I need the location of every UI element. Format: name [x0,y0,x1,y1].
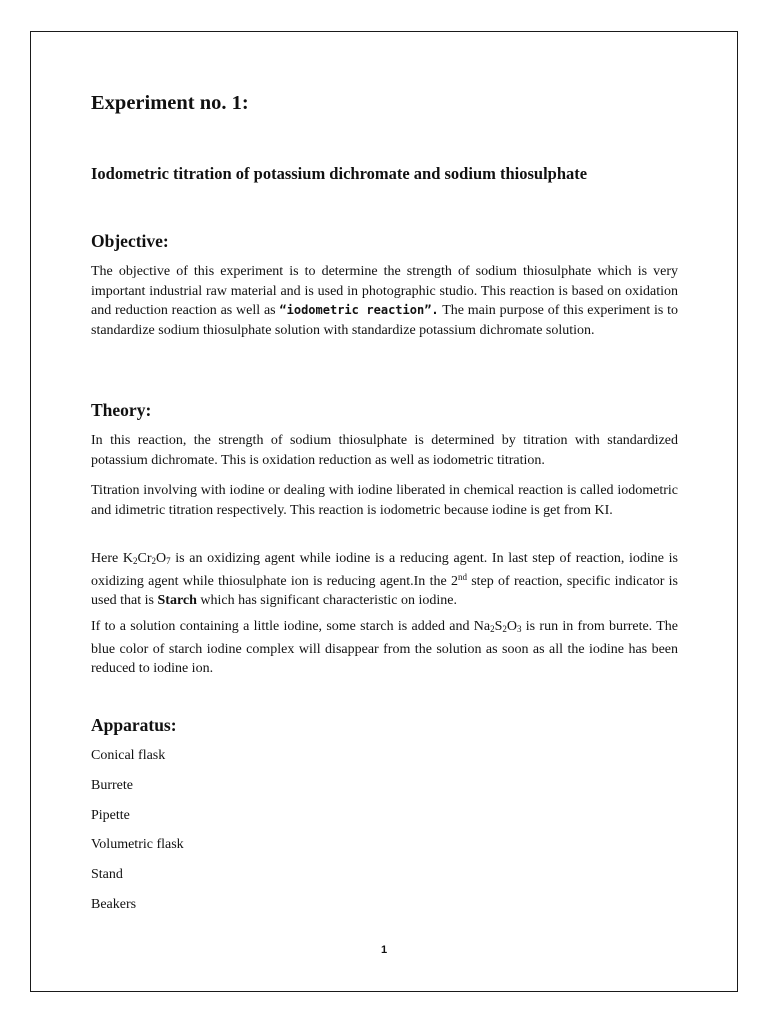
objective-heading: Objective: [91,231,169,251]
apparatus-heading: Apparatus: [91,715,177,735]
apparatus-item-conical-flask: Conical flask [91,748,166,763]
document-title: Experiment no. 1: [91,92,249,114]
formula-subscript: 2 [151,556,156,566]
formula-subscript: 2 [490,624,495,634]
formula-subscript: 2 [502,624,507,634]
formula-sodium-thiosulphate [474,619,522,634]
ordinal-superscript: nd [457,571,467,582]
p3-pre: Here [91,551,123,566]
objective-text-1: The objective of this experiment is to determine the strength of sodium thiosulphate which is very important industrial raw material and is used in photographic studio. This reaction is based on oxidation and reduction reaction as well as [91,264,678,319]
formula-subscript: 7 [166,556,171,566]
formula-element: S [494,619,503,634]
formula-element: Cr [137,551,152,566]
p4-pre: If to a solution containing a little iodine, some starch is added and [91,619,474,634]
theory-heading: Theory: [91,400,152,420]
p3-mid2: step of reaction, specific indicator is used that is [91,573,678,609]
objective-text-2: The main purpose of this experiment is to standardize sodium thiosulphate solution with standardize potassium dichromate solution. [91,303,678,338]
theory-paragraph-2: Titration involving with iodine or dealing with iodine liberated in chemical reaction is called iodometric and idimetric titration respectively. This reaction is iodometric because iodine is get from KI. [91,483,678,518]
formula-element: Na [473,619,491,634]
theory-paragraph-1: In this reaction, the strength of sodium thiosulphate is determined by titration with standardized potassium dichromate. This is oxidation reduction as well as iodometric titration. [91,433,678,468]
objective-emphasis: “iodometric reaction”. [279,303,439,318]
apparatus-item-volumetric-flask: Volumetric flask [91,837,184,852]
apparatus-item-stand: Stand [91,867,123,882]
formula-element: O [506,619,517,634]
objective-paragraph [91,262,678,340]
formula-element: O [155,551,167,566]
apparatus-item-beakers: Beakers [91,897,137,912]
theory-paragraph-3 [91,549,678,611]
formula-subscript: 2 [132,556,138,566]
apparatus-item-pipette: Pipette [91,808,130,823]
theory-paragraph-4 [91,617,678,679]
starch-bold: Starch [157,593,197,609]
document-subtitle: Iodometric titration of potassium dichromate and sodium thiosulphate [91,164,588,183]
formula-potassium-dichromate [123,551,171,566]
formula-subscript: 3 [516,624,522,634]
p3-post: which has significant characteristic on iodine. [196,593,458,609]
p4-post: is run in from burrete. The blue color of starch iodine complex will disappear from the solution as soon as all the iodine has been reduced to iodine ion. [91,619,678,677]
formula-element: K [122,551,133,566]
page-number: 1 [380,944,388,956]
p3-mid: is an oxidizing agent while iodine is a reducing agent. In last step of reaction, iodine is oxidizing agent while thiosulphate ion is reducing agent.In the 2 [91,551,679,589]
apparatus-item-burrete: Burrete [91,778,133,793]
